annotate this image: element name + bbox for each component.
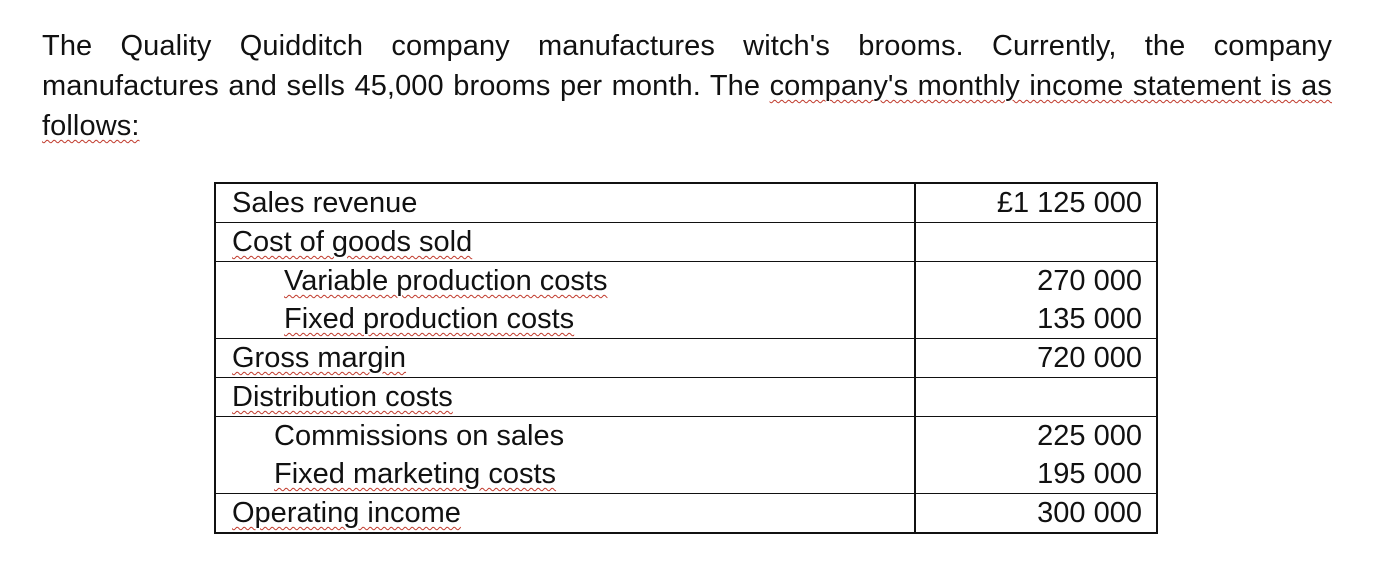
table-row: [215, 262, 1157, 301]
row-label: [215, 378, 915, 417]
row-value: [915, 378, 1157, 417]
table-row: [215, 378, 1157, 417]
commissions-on-sales-label: Commissions on sales: [274, 420, 565, 452]
row-value: [915, 455, 1157, 494]
table-row: [215, 223, 1157, 262]
row-value: [915, 417, 1157, 456]
fixed-marketing-costs-label: Fixed marketing costs: [274, 458, 557, 490]
variable-production-costs-value: 270 000: [1037, 265, 1142, 297]
commissions-on-sales-value: 225 000: [1037, 420, 1142, 452]
row-value: [915, 339, 1157, 378]
income-statement-table: [214, 182, 1158, 534]
intro-text-part2: company's monthly income statement is as follows:: [42, 70, 1332, 142]
distribution-costs-label: Distribution costs: [232, 381, 453, 413]
row-label: [215, 183, 915, 223]
variable-production-costs-label: Variable production costs: [284, 265, 608, 297]
table-row: [215, 417, 1157, 456]
sales-revenue-value: £1 125 000: [996, 187, 1142, 219]
row-label: [215, 223, 915, 262]
intro-paragraph: [42, 26, 1332, 146]
operating-income-label: Operating income: [232, 497, 461, 529]
gross-margin-label: Gross margin: [232, 342, 407, 374]
row-label: [215, 262, 915, 301]
gross-margin-value: 720 000: [1037, 342, 1142, 374]
row-label: [215, 455, 915, 494]
row-value: [915, 262, 1157, 301]
cost-of-goods-sold-label: Cost of goods sold: [232, 226, 473, 258]
row-value: [915, 183, 1157, 223]
fixed-production-costs-label: Fixed production costs: [284, 303, 575, 335]
operating-income-value: 300 000: [1037, 497, 1142, 529]
row-label: [215, 494, 915, 534]
table-row: [215, 300, 1157, 339]
row-label: [215, 417, 915, 456]
table-row: [215, 455, 1157, 494]
row-value: [915, 494, 1157, 534]
table-row: [215, 339, 1157, 378]
row-label: [215, 339, 915, 378]
intro-text: [42, 26, 1332, 146]
table-row: [215, 183, 1157, 223]
row-value: [915, 223, 1157, 262]
fixed-production-costs-value: 135 000: [1037, 303, 1142, 335]
table-row: [215, 494, 1157, 534]
row-value: [915, 300, 1157, 339]
sales-revenue-label: Sales revenue: [232, 187, 418, 219]
fixed-marketing-costs-value: 195 000: [1037, 458, 1142, 490]
row-label: [215, 300, 915, 339]
intro-text-part1: The Quality Quidditch company manufactures witch's brooms. Currently, the company manufactures and sells 45,000 brooms per month. The: [42, 30, 1332, 102]
